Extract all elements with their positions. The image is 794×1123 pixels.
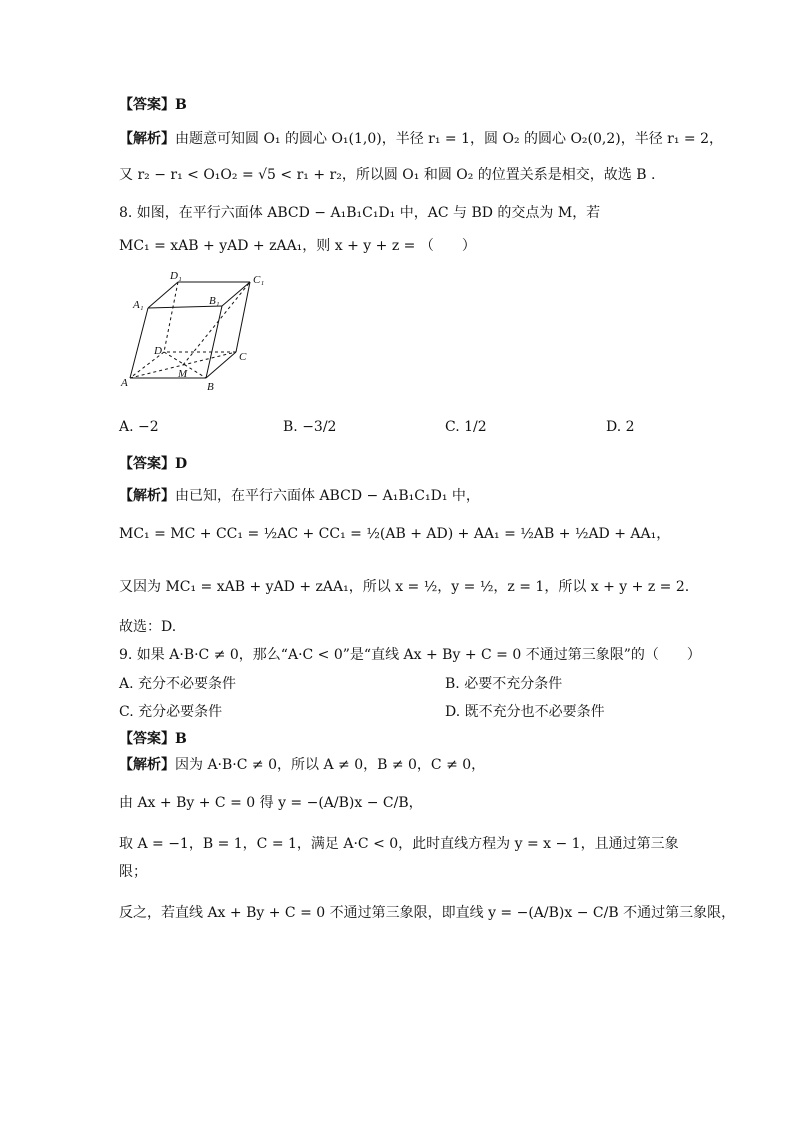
q8-option-d-text: 2 bbox=[625, 419, 635, 435]
q9-option-d[interactable] bbox=[445, 702, 605, 722]
q9-option-a-label: A. bbox=[119, 676, 134, 692]
q8-option-d[interactable] bbox=[606, 417, 635, 437]
label-b: B bbox=[207, 381, 214, 393]
q9-stem: 9. 如果 A·B·C ≠ 0，那么“A·C < 0”是“直线 Ax + By + C = 0 不通过第三象限”的（ ） bbox=[119, 647, 701, 663]
q9-option-a[interactable] bbox=[119, 674, 236, 694]
q9-option-b-label: B. bbox=[445, 676, 460, 692]
q9-analysis-line-3: 取 A = −1，B = 1，C = 1，满足 A·C < 0，此时直线方程为 y = x − 1，且通过第三象 bbox=[119, 836, 679, 852]
q9-analysis-label: 【解析】 bbox=[119, 757, 175, 773]
q8-option-c-text: 1/2 bbox=[464, 419, 487, 435]
q9-analysis-text-1: 因为 A·B·C ≠ 0，所以 A ≠ 0，B ≠ 0，C ≠ 0， bbox=[175, 757, 486, 773]
parallelepiped-figure bbox=[118, 268, 278, 394]
label-m: M bbox=[178, 368, 188, 380]
q9-analysis-line-5: 反之，若直线 Ax + By + C = 0 不通过第三象限，即直线 y = −(A/B)x − C/B 不通过第三象限， bbox=[119, 905, 736, 921]
q8-analysis-line-2: MC₁ = MC + CC₁ = ½AC + CC₁ = ½(AB + AD) + AA₁ = ½AB + ½AD + AA₁， bbox=[119, 526, 671, 542]
q8-answer: 【答案】D bbox=[119, 456, 188, 472]
label-d: D bbox=[154, 345, 162, 357]
q9-option-a-text: 充分不必要条件 bbox=[138, 676, 237, 692]
q8-option-b[interactable] bbox=[283, 417, 336, 437]
label-d1: D₁ bbox=[170, 270, 182, 282]
q7-analysis-line-2: 又 r₂ − r₁ < O₁O₂ = √5 < r₁ + r₂，所以圆 O₁ 和圆 O₂ 的位置关系是相交，故选 B . bbox=[119, 167, 656, 183]
q8-analysis-line-1 bbox=[119, 486, 480, 506]
q7-analysis-label: 【解析】 bbox=[119, 131, 175, 147]
q9-option-c-text: 充分必要条件 bbox=[138, 704, 223, 720]
q7-answer: 【答案】B bbox=[119, 97, 187, 113]
q8-analysis-text-1: 由已知，在平行六面体 ABCD − A₁B₁C₁D₁ 中， bbox=[175, 488, 480, 504]
q9-answer: 【答案】B bbox=[119, 731, 187, 747]
q9-option-d-text: 既不充分也不必要条件 bbox=[464, 704, 605, 720]
q8-option-a-label: A. bbox=[119, 419, 134, 435]
q9-option-b-text: 必要不充分条件 bbox=[464, 676, 563, 692]
q8-stem-line-1: 8. 如图，在平行六面体 ABCD − A₁B₁C₁D₁ 中，AC 与 BD 的交点为 M，若 bbox=[119, 205, 601, 221]
label-c: C bbox=[239, 351, 247, 363]
q8-option-d-label: D. bbox=[606, 419, 622, 435]
q8-analysis-line-3: 又因为 MC₁ = xAB + yAD + zAA₁，所以 x = ½，y = ½，z = 1，所以 x + y + z = 2. bbox=[119, 579, 690, 595]
q9-analysis-line-2: 由 Ax + By + C = 0 得 y = −(A/B)x − C/B， bbox=[119, 795, 423, 811]
label-c1: C₁ bbox=[253, 274, 265, 286]
q9-option-c-label: C. bbox=[119, 704, 134, 720]
q8-analysis-label: 【解析】 bbox=[119, 488, 175, 504]
q8-stem-line-2: MC₁ = xAB + yAD + zAA₁，则 x + y + z = （ ） bbox=[119, 238, 476, 254]
q9-analysis-line-1 bbox=[119, 755, 485, 775]
q7-analysis-text-1: 由题意可知圆 O₁ 的圆心 O₁(1,0)，半径 r₁ = 1，圆 O₂ 的圆心 O₂(0,2)，半径 r₁ = 2， bbox=[175, 131, 724, 147]
q8-option-b-label: B. bbox=[283, 419, 298, 435]
q9-option-c[interactable] bbox=[119, 702, 222, 722]
q8-analysis-line-4: 故选：D. bbox=[119, 619, 177, 635]
q8-option-a[interactable] bbox=[119, 417, 159, 437]
label-a1: A₁ bbox=[133, 299, 144, 311]
q8-option-c[interactable] bbox=[445, 417, 487, 437]
label-a: A bbox=[121, 377, 128, 389]
label-b1: B₁ bbox=[209, 295, 220, 307]
q8-option-b-text: −3/2 bbox=[302, 419, 337, 435]
q9-analysis-line-4: 限； bbox=[119, 864, 147, 880]
q8-option-a-text: −2 bbox=[138, 419, 159, 435]
q7-analysis-line-1 bbox=[119, 129, 723, 149]
q8-option-c-label: C. bbox=[445, 419, 460, 435]
q9-option-d-label: D. bbox=[445, 704, 461, 720]
q9-option-b[interactable] bbox=[445, 674, 562, 694]
